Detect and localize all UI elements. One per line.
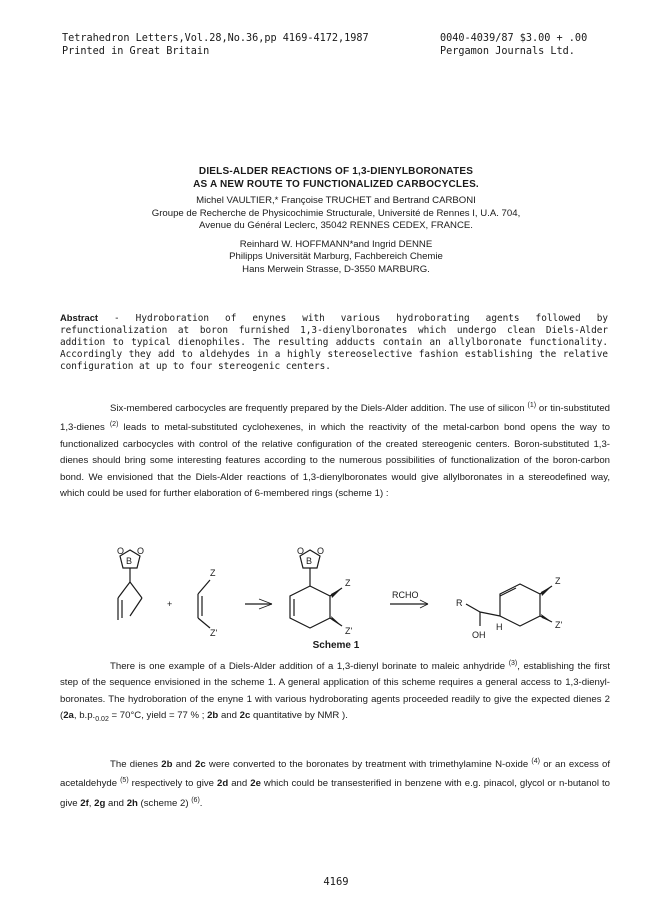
wedge-bond-4: [541, 614, 552, 622]
p3-text-j: (scheme 2): [137, 798, 192, 810]
compound-2f: 2f: [80, 798, 89, 810]
p3-text-h: ,: [88, 798, 95, 810]
compound-2g: 2g: [94, 798, 106, 810]
p1-text-a: Six-membered carbocycles are frequently prepared by the Diels-Alder addition. The use of silicon: [110, 403, 528, 415]
compound-2e: 2e: [250, 778, 261, 790]
p3-text-f: and: [228, 778, 251, 790]
label-OH: OH: [472, 630, 486, 640]
atom-B-2: B: [306, 556, 313, 566]
publisher: Pergamon Journals Ltd.: [440, 46, 575, 57]
paper-title: [0, 165, 672, 191]
p2-text-c: , b.p.: [73, 710, 96, 722]
ref-4: (4): [531, 758, 540, 765]
label-R: R: [456, 598, 463, 608]
p3-text-b: and: [172, 759, 195, 771]
dienophile-bond-1: [198, 580, 210, 594]
wedge-bond-3: [541, 586, 552, 596]
p2-text-f: quantitative by NMR ).: [250, 710, 348, 722]
address-1: Avenue du Général Leclerc, 35042 RENNES CEDEX, FRANCE.: [199, 220, 473, 231]
body-paragraph-2: [60, 656, 610, 728]
body-paragraph-1: [60, 398, 610, 502]
label-Zp-2: Z': [345, 626, 353, 636]
ref-2: (2): [109, 421, 119, 429]
journal-citation: Tetrahedron Letters,Vol.28,No.36,pp 4169-4172,1987: [62, 33, 369, 44]
product-double-bond: [500, 588, 516, 596]
ref-1: (1): [527, 402, 537, 409]
issn-code: 0040-4039/87 $3.00 + .00: [440, 33, 588, 44]
p2-text-a: There is one example of a Diels-Alder addition of a 1,3-dienyl borinate to maleic anhydride: [110, 661, 509, 673]
label-Z-2: Z: [345, 578, 351, 588]
arrowhead-1b: [259, 604, 272, 609]
p3-text-e: respectively to give: [128, 778, 217, 790]
p1-text-c: leads to metal-substituted cyclohexenes, in which the reactivity of the metal-carbon bond opens the way to functionalized carbocycles with control of the relative configuration of the created stereogenic centers. Boron-substituted 1,3-dienes should bring some interesting features according to the numerous possibilities of functionalization of the boron-carbon bond. We envisioned that the Diels-Alder reactions of 1,3-dienylboronates would give allylboronates in a stereodefined way, which could be used for further elaboration of 6-membered rings (scheme 1) :: [60, 422, 611, 499]
label-H: H: [496, 622, 503, 632]
page-number: 4169: [323, 876, 349, 888]
abstract: [60, 312, 608, 373]
title-line-1: DIELS-ALDER REACTIONS OF 1,3-DIENYLBORONATES: [198, 166, 474, 177]
authors-group-1: Michel VAULTIER,* Françoise TRUCHET and Bertrand CARBONI: [196, 195, 476, 206]
p2-text-b: , establishing the first step of the sequence envisioned in the scheme 1. A general application of this scheme requires a general access to 1,3-dienyl-boronates. The hydroboration of the enyne 1 with various hydroborating agents proceeded readily to give the expected dienes 2 (: [60, 661, 610, 722]
reagent-label: RCHO: [392, 590, 419, 600]
p2-text-d: = 70°C, yield = 77 % ;: [108, 710, 208, 722]
dienophile-bond-3: [198, 618, 210, 628]
p3-text-c: were converted to the boronates by treatment with trimethylamine N-oxide: [205, 759, 532, 771]
p3-text-i: and: [105, 798, 127, 810]
cyclohexene-ring-2: [500, 584, 540, 626]
p3-text-k: .: [199, 798, 203, 810]
journal-header-right: [440, 32, 587, 58]
atom-O-3: O: [297, 546, 305, 556]
diene-bond-1: [118, 582, 130, 598]
compound-2c: 2c: [239, 710, 251, 722]
compound-2h: 2h: [126, 798, 138, 810]
label-Z-1: Z: [210, 568, 216, 578]
label-Zp-3: Z': [555, 620, 563, 630]
cyclohexene-ring-1: [290, 586, 330, 628]
arrowhead-1a: [259, 599, 272, 604]
printed-location: Printed in Great Britain: [62, 46, 210, 57]
atom-O-4: O: [317, 546, 325, 556]
affiliation-2: Philipps Universität Marburg, Fachbereich Chemie: [229, 251, 443, 262]
ref-3: (3): [508, 660, 518, 667]
label-Zp-1: Z': [210, 628, 218, 638]
product-side-chain-2: [466, 604, 480, 612]
ref-6: (6): [191, 796, 200, 804]
journal-header-left: [62, 32, 369, 58]
abstract-text: - Hydroboration of enynes with various hydroborating agents followed by refunctionalization at boron furnished 1,3-dienylboronates which undergo clean Diels-Alder addition to typical dienophiles. The resulting adducts contain an allylboronate functionality. Accordingly they add to aldehydes in a highly stereoselective fashion establishing the relative configuration at up to four stereogenic centers.: [60, 313, 608, 372]
affiliation-1: Groupe de Recherche de Physicochimie Structurale, Université de Rennes I, U.A. 704,: [151, 207, 521, 219]
title-line-2: AS A NEW ROUTE TO FUNCTIONALIZED CARBOCYCLES.: [193, 179, 479, 190]
compound-2c-ref: 2c: [195, 759, 206, 771]
atom-O-2: O: [137, 546, 145, 556]
p1-text-b: or tin-substituted 1,3-dienes: [60, 403, 610, 434]
p3-text-a: The dienes: [110, 759, 162, 771]
scheme-1-drawing: [60, 542, 612, 642]
compound-2d: 2d: [216, 778, 229, 790]
author-block: [0, 195, 672, 276]
compound-2b: 2b: [207, 710, 219, 722]
plus-sign: +: [167, 599, 173, 609]
atom-B-1: B: [126, 556, 133, 566]
wedge-bond-1: [331, 588, 342, 598]
atom-O-1: O: [117, 546, 125, 556]
diene-bond-4: [130, 598, 142, 616]
ref-5: (5): [120, 777, 129, 785]
body-paragraph-3: [60, 754, 610, 812]
compound-2a: 2a: [63, 710, 74, 722]
label-Z-3: Z: [555, 576, 561, 586]
compound-2b-ref: 2b: [161, 759, 173, 771]
abstract-label: Abstract: [60, 312, 99, 323]
address-2: Hans Merwein Strasse, D-3550 MARBURG.: [242, 263, 430, 275]
scheme-caption: Scheme 1: [312, 640, 360, 651]
authors-group-2: Reinhard W. HOFFMANN*and Ingrid DENNE: [239, 238, 433, 250]
product-side-chain-1: [480, 612, 500, 616]
p3-text-d: or an excess of acetaldehyde: [60, 759, 610, 790]
p2-text-e: and: [218, 710, 240, 722]
bp-pressure: 0.02: [95, 715, 109, 723]
diene-bond-3: [130, 582, 142, 598]
p3-text-g: which could be transesterified in benzene with e.g. pinacol, glycol or n-butanol to give: [60, 778, 610, 810]
